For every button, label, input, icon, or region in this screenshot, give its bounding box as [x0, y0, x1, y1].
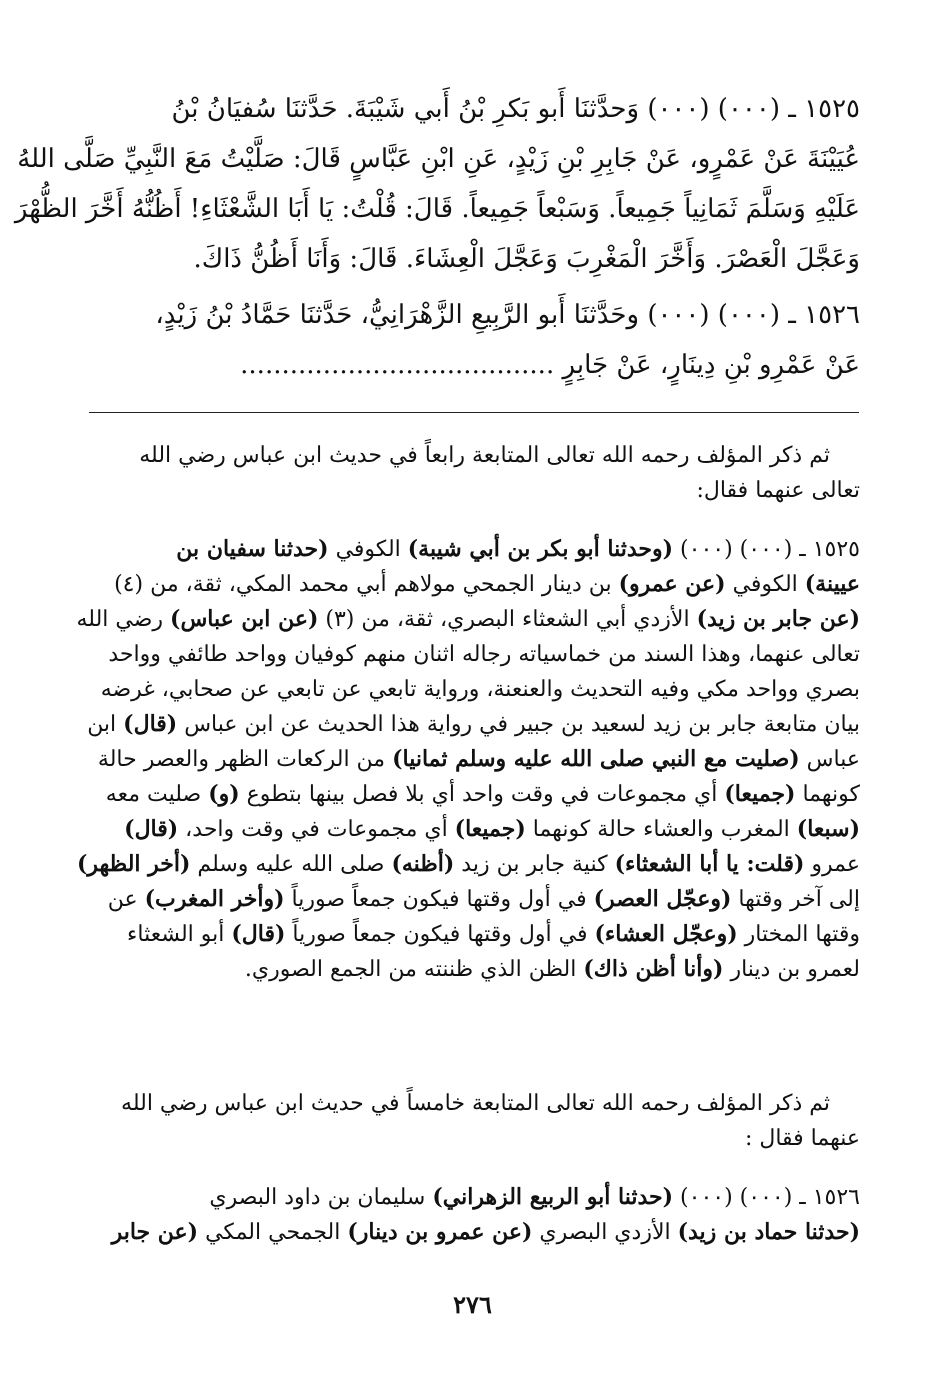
hadith-1525	[14, 84, 860, 284]
commentary-line: ١٥٢٥ ـ (٠٠٠) (٠٠٠) (وحدثنا أبو بكر بن أبي شيبة) الكوفي (حدثنا سفيان بن	[176, 536, 860, 562]
ellipsis-dots: ......................................	[240, 350, 555, 380]
commentary-line: عيينة) الكوفي (عن عمرو) بن دينار الجمحي مولاهم أبي محمد المكي، ثقة، من (٤)	[114, 571, 860, 597]
hadith-line: ١٥٢٦ ـ (٠٠٠) (٠٠٠) وحَدَّثنَا أَبو الرَّبِيعِ الزَّهْرَانِيُّ، حَدَّثنَا حَمَّادُ بْنُ زَيْدٍ،	[155, 300, 860, 330]
page-number: ٢٧٦	[453, 1290, 492, 1319]
commentary-line: (سبعا) المغرب والعشاء حالة كونهما (جميعا) أي مجموعات في وقت واحد، (قال)	[124, 816, 860, 842]
commentary-line: عنهما فقال :	[744, 1126, 860, 1151]
commentary-line: ١٥٢٦ ـ (٠٠٠) (٠٠٠) (حدثنا أبو الربيع الزهراني) سليمان بن داود البصري	[209, 1184, 860, 1210]
commentary-line: تعالى عنهما فقال:	[696, 478, 860, 503]
commentary-line: (حدثنا حماد بن زيد) الأزدي البصري (عن عمرو بن دينار) الجمحي المكي (عن جابر	[111, 1219, 860, 1245]
commentary-line: عباس (صليت مع النبي صلى الله عليه وسلم ثمانيا) من الركعات الظهر والعصر حالة	[97, 746, 860, 772]
hadith-line: وَعَجَّلَ الْعَصْرَ. وَأَخَّرَ الْمَغْرِبَ وَعَجَّلَ الْعِشَاءَ. قَالَ: وَأَنَا أَظُنُّ ذَاكَ.	[193, 244, 860, 274]
commentary-intro-1	[86, 438, 860, 508]
commentary-line: تعالى عنهما، وهذا السند من خماسياته رجاله اثنان منهم كوفيان وواحد طائفي وواحد	[108, 642, 860, 667]
hadith-line	[86, 340, 860, 390]
hadith-line: ١٥٢٥ ـ (٠٠٠) (٠٠٠) وَحدَّثنَا أَبو بَكرِ بْنُ أَبي شَيْبَةَ. حَدَّثنَا سُفيَانُ بْنُ	[171, 94, 860, 124]
commentary-1525	[76, 532, 860, 987]
commentary-intro-2	[86, 1086, 860, 1156]
commentary-line: بصري وواحد مكي وفيه التحديث والعنعنة، ورواية تابعي عن تابعي عن صحابي، غرضه	[100, 677, 860, 702]
commentary-line: بيان متابعة جابر بن زيد لسعيد بن جبير في رواية هذا الحديث عن ابن عباس (قال) ابن	[87, 711, 860, 737]
hadith-line: عُيَيْنَةَ عَنْ عَمْرٍو، عَنْ جَابِرِ بْنِ زَيْدٍ، عَنِ ابْنِ عَبَّاسٍ قَالَ: صَلَّيْتُ مَعَ النَّبِيِّ صَلَّى اللهُ	[17, 144, 860, 174]
hadith-1526	[86, 290, 860, 390]
commentary-line: (عن جابر بن زيد) الأزدي أبي الشعثاء البصري، ثقة، من (٣) (عن ابن عباس) رضي الله	[76, 606, 860, 632]
hadith-line-text: عَنْ عَمْرِو بْنِ دِينَارٍ، عَنْ جَابِرٍ	[562, 350, 860, 380]
commentary-line: كونهما (جميعا) أي مجموعات في وقت واحد أي بلا فصل بينها بتطوع (و) صليت معه	[105, 781, 860, 807]
commentary-line: ثم ذكر المؤلف رحمه الله تعالى المتابعة خامساً في حديث ابن عباس رضي الله	[121, 1091, 830, 1116]
separator-rule	[89, 412, 859, 413]
commentary-line: ثم ذكر المؤلف رحمه الله تعالى المتابعة رابعاً في حديث ابن عباس رضي الله	[139, 443, 830, 468]
commentary-line: لعمرو بن دينار (وأنا أظن ذاك) الظن الذي ظننته من الجمع الصوري.	[244, 956, 860, 982]
commentary-1526	[86, 1180, 860, 1250]
commentary-line: إلى آخر وقتها (وعجّل العصر) في أول وقتها فيكون جمعاً صورياً (وأخر المغرب) عن	[107, 886, 860, 912]
commentary-line: وقتها المختار (وعجّل العشاء) في أول وقتها فيكون جمعاً صورياً (قال) أبو الشعثاء	[127, 921, 860, 947]
hadith-line: عَلَيْهِ وَسَلَّمَ ثَمَانِياً جَمِيعاً. وَسَبْعاً جَمِيعاً. قَالَ: قُلْتُ: يَا أَبَا الشَّعْثَاءِ! أَظُنُّهُ أَخَّرَ الظُّهْرَ	[14, 194, 860, 224]
commentary-line: عمرو (قلت: يا أبا الشعثاء) كنية جابر بن زيد (أظنه) صلى الله عليه وسلم (أخر الظهر)	[76, 851, 860, 877]
